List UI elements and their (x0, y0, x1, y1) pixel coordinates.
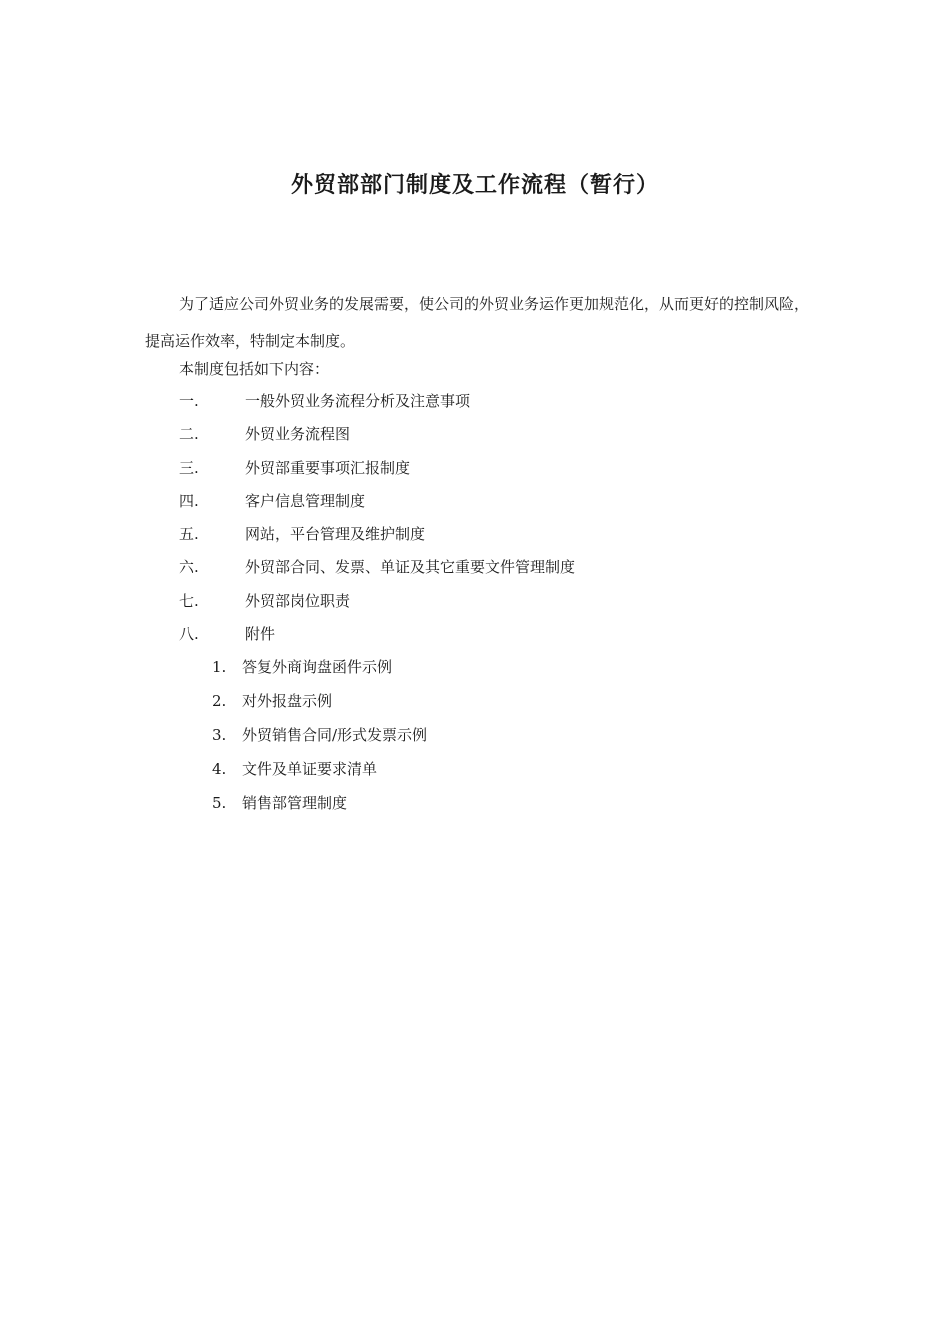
list-item (179, 491, 575, 524)
item-number: 四. (179, 491, 199, 510)
section-list (179, 391, 575, 657)
contents-label: 本制度包括如下内容： (179, 360, 330, 378)
item-text: 外贸部重要事项汇报制度 (245, 458, 411, 477)
item-text: 外贸业务流程图 (245, 425, 351, 444)
item-number: 八. (179, 625, 199, 644)
attachment-list (212, 657, 427, 827)
list-item (179, 524, 575, 557)
document-title: 外贸部部门制度及工作流程（暂行） (290, 172, 659, 198)
list-item (179, 557, 575, 590)
item-number: 一. (179, 392, 199, 410)
list-item (212, 691, 427, 725)
item-text: 答复外商询盘函件示例 (242, 658, 393, 676)
item-number: 六. (179, 558, 199, 577)
item-text: 客户信息管理制度 (245, 491, 366, 510)
item-number: 三. (179, 458, 199, 477)
list-item (179, 458, 575, 491)
list-item (179, 591, 575, 624)
list-item (212, 725, 427, 759)
item-number: 5. (212, 794, 227, 812)
item-number: 二. (179, 425, 199, 444)
item-number: 3. (212, 726, 227, 744)
list-item (179, 624, 575, 657)
item-text: 外贸销售合同/形式发票示例 (242, 726, 428, 744)
item-text: 外贸部岗位职责 (245, 591, 351, 610)
item-text: 文件及单证要求清单 (242, 760, 378, 778)
item-text: 外贸部合同、发票、单证及其它重要文件管理制度 (245, 558, 576, 577)
item-number: 2. (212, 692, 227, 710)
list-item (212, 657, 427, 691)
item-text: 附件 (245, 625, 276, 644)
intro-paragraph: 为了适应公司外贸业务的发展需要，使公司的外贸业务运作更加规范化，从而更好的控制风险，提高运作效率，特制定本制度。 (145, 295, 810, 350)
item-text: 对外报盘示例 (242, 692, 333, 710)
list-item (212, 759, 427, 793)
list-item (179, 391, 575, 424)
list-item (212, 793, 427, 827)
item-number: 1. (212, 658, 227, 676)
list-item (179, 424, 575, 457)
item-text: 一般外贸业务流程分析及注意事项 (245, 392, 471, 410)
item-number: 4. (212, 760, 227, 778)
item-text: 网站，平台管理及维护制度 (245, 525, 426, 544)
item-number: 七. (179, 591, 199, 610)
item-number: 五. (179, 525, 199, 544)
item-text: 销售部管理制度 (242, 794, 348, 812)
